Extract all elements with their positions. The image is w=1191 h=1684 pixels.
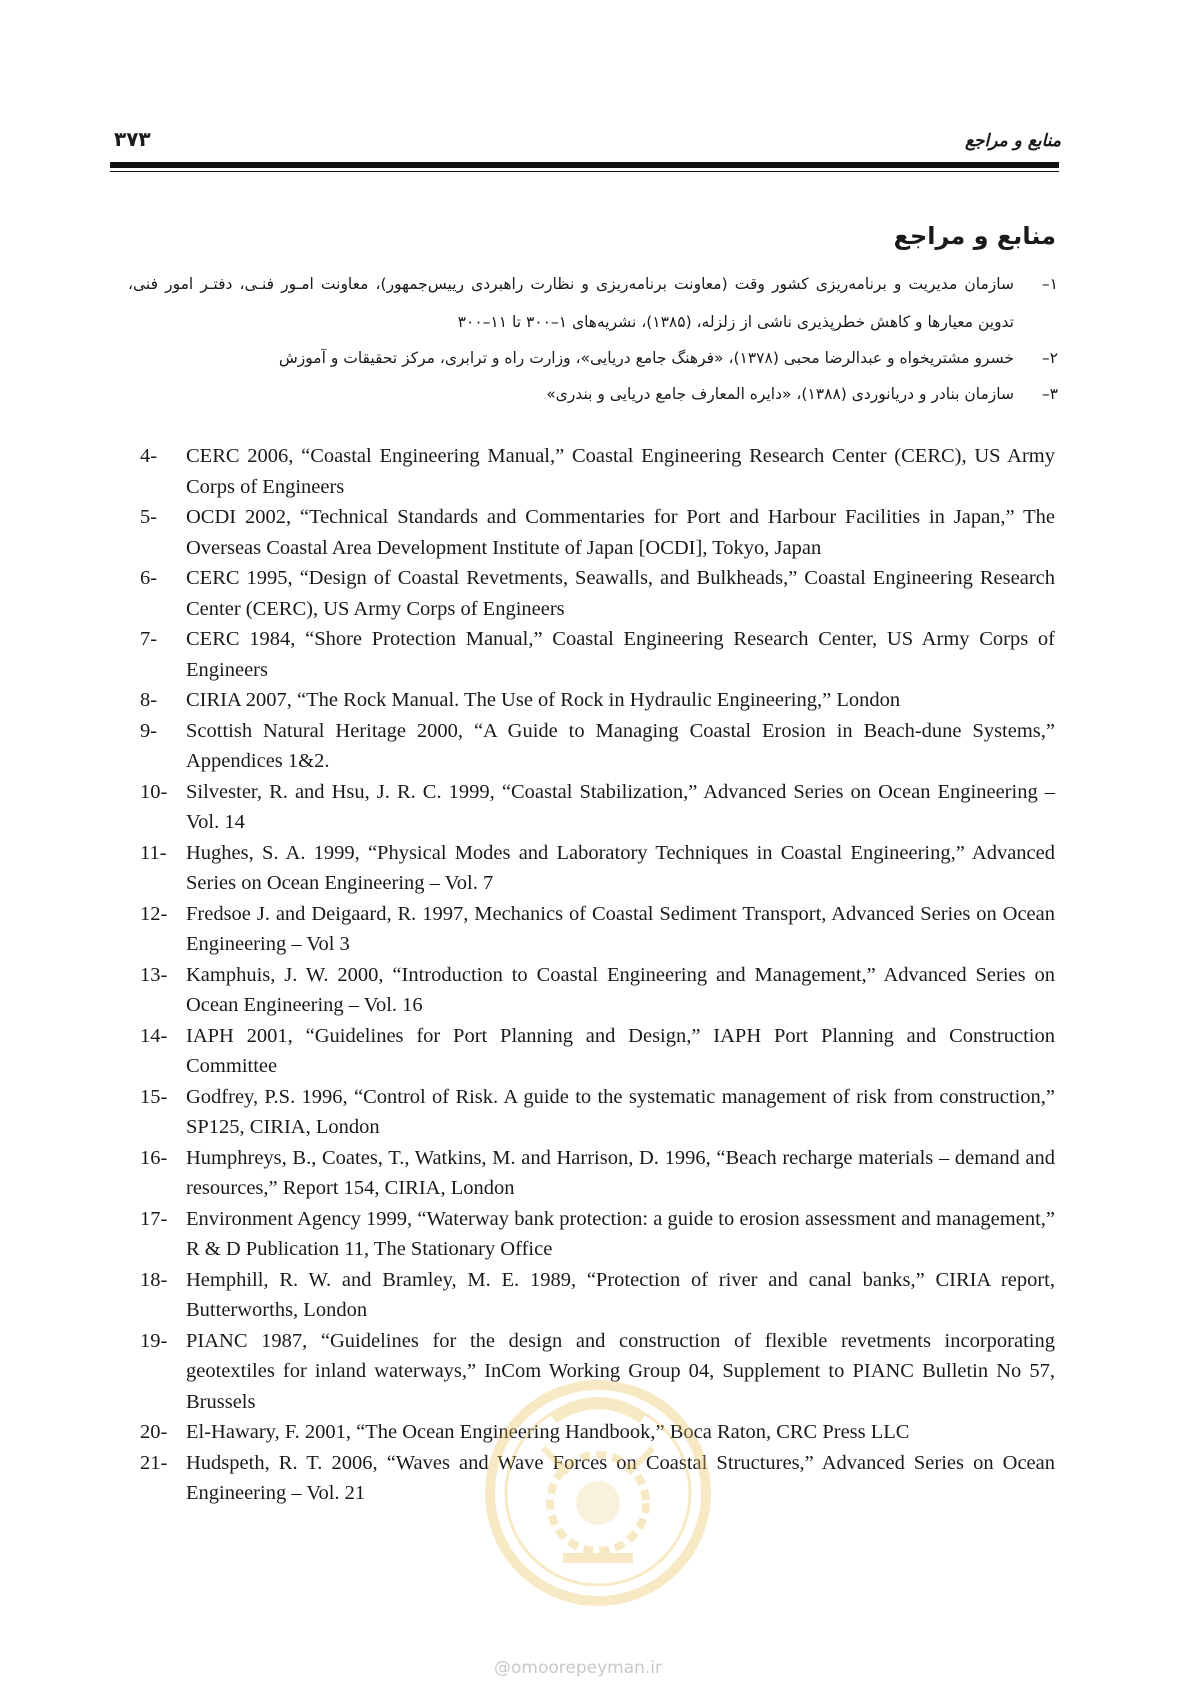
reference-text: CERC 1995, “Design of Coastal Revetments, Seawalls, and Bulkheads,” Coastal Engineering Research Center (CERC), US Army Corps of Engineers bbox=[186, 567, 1055, 620]
reference-number: 11- bbox=[140, 841, 167, 864]
list-item bbox=[140, 685, 1055, 716]
reference-text: Environment Agency 1999, “Waterway bank protection: a guide to erosion assessment and management,” R & D Publication 11, The Stationary Office bbox=[186, 1207, 1055, 1260]
list-item bbox=[140, 1143, 1055, 1204]
reference-text: CERC 1984, “Shore Protection Manual,” Coastal Engineering Research Center, US Army Corps of Engineers bbox=[186, 628, 1055, 681]
reference-text: CIRIA 2007, “The Rock Manual. The Use of Rock in Hydraulic Engineering,” London bbox=[186, 689, 901, 711]
english-reference-list bbox=[140, 441, 1055, 1509]
list-item bbox=[140, 899, 1055, 960]
reference-number: 4- bbox=[140, 445, 158, 467]
persian-reference-list bbox=[128, 275, 1058, 421]
reference-text: OCDI 2002, “Technical Standards and Commentaries for Port and Harbour Facilities in Japan,” The Overseas Coastal Area Development Institute of Japan [OCDI], Tokyo, Japan bbox=[186, 506, 1055, 559]
reference-text: Fredsoe J. and Deigaard, R. 1997, Mechanics of Coastal Sediment Transport, Advanced Series on Ocean Engineering – Vol 3 bbox=[186, 902, 1055, 955]
reference-text: Hudspeth, R. T. 2006, “Waves and Wave Forces on Coastal Structures,” Advanced Series on Ocean Engineering – Vol. 21 bbox=[186, 1451, 1055, 1504]
reference-text: Humphreys, B., Coates, T., Watkins, M. and Harrison, D. 1996, “Beach recharge materials – demand and resources,” Report 154, CIRIA, London bbox=[186, 1146, 1055, 1199]
list-item bbox=[140, 502, 1055, 563]
list-item bbox=[140, 563, 1055, 624]
reference-number: ۳– bbox=[1041, 385, 1058, 403]
reference-number: 18- bbox=[140, 1268, 168, 1291]
reference-text: Hughes, S. A. 1999, “Physical Modes and Laboratory Techniques in Coastal Engineering,” Advanced Series on Ocean Engineering – Vol. 7 bbox=[186, 841, 1055, 894]
reference-number: 21- bbox=[140, 1451, 168, 1474]
watermark-site-text: @omoorepeyman.ir bbox=[494, 1658, 663, 1678]
header-rule-thin bbox=[110, 171, 1059, 172]
reference-number: 14- bbox=[140, 1024, 168, 1047]
running-title: منابع و مراجع bbox=[964, 131, 1061, 151]
publisher-seal-icon bbox=[483, 1378, 713, 1608]
list-item bbox=[140, 624, 1055, 685]
reference-number: 9- bbox=[140, 719, 158, 742]
list-item bbox=[140, 1021, 1055, 1082]
reference-text: Godfrey, P.S. 1996, “Control of Risk. A guide to the systematic management of risk from construction,” SP125, CIRIA, London bbox=[186, 1085, 1055, 1138]
reference-text: PIANC 1987, “Guidelines for the design and construction of flexible revetments incorporating geotextiles for inland waterways,” InCom Working Group 04, Supplement to PIANC Bulletin No 57, Brussels bbox=[186, 1329, 1055, 1413]
list-item bbox=[140, 777, 1055, 838]
reference-number: ۲– bbox=[1041, 349, 1058, 367]
list-item bbox=[128, 349, 1058, 377]
reference-text: Kamphuis, J. W. 2000, “Introduction to Coastal Engineering and Management,” Advanced Series on Ocean Engineering – Vol. 16 bbox=[186, 963, 1055, 1016]
reference-number: 16- bbox=[140, 1146, 168, 1169]
reference-number: 6- bbox=[140, 567, 158, 589]
list-item bbox=[140, 1265, 1055, 1326]
reference-text: خسرو مشتریخواه و عبدالرضا محبی (۱۳۷۸)، «فرهنگ جامع دریایی»، وزارت راه و ترابری، مرکز تحقیقات و آموزش bbox=[278, 349, 1014, 367]
list-item bbox=[140, 1204, 1055, 1265]
reference-text: IAPH 2001, “Guidelines for Port Planning and Design,” IAPH Port Planning and Construction Committee bbox=[186, 1024, 1055, 1077]
page-number: ۳۷۳ bbox=[114, 127, 151, 151]
list-item bbox=[128, 275, 1058, 341]
reference-number: 10- bbox=[140, 780, 168, 803]
reference-number: 5- bbox=[140, 506, 158, 528]
list-item bbox=[140, 1082, 1055, 1143]
reference-number: 19- bbox=[140, 1329, 168, 1352]
reference-number: 7- bbox=[140, 628, 158, 650]
reference-text: سازمان بنادر و دریانوردی (۱۳۸۸)، «دایره المعارف جامع دریایی و بندری» bbox=[546, 385, 1014, 403]
reference-text: Hemphill, R. W. and Bramley, M. E. 1989, “Protection of river and canal banks,” CIRIA report, Butterworths, London bbox=[186, 1268, 1055, 1321]
list-item bbox=[140, 838, 1055, 899]
list-item bbox=[140, 716, 1055, 777]
reference-text: سازمان مدیریت و برنامه‌ریزی کشور وقت (معاونت برنامه‌ریزی و نظارت راهبردی رییس‌جمهور)، معاونت امـور فنـی، دفتـر امور فنی، تدوین معیارها و کاهش خطرپذیری ناشی از زلزله، (۱۳۸۵)، نشریه‌های ۱–۳۰۰ تا ۱۱–۳۰۰ bbox=[128, 275, 1014, 331]
reference-text: Silvester, R. and Hsu, J. R. C. 1999, “Coastal Stabilization,” Advanced Series on Ocean Engineering – Vol. 14 bbox=[186, 780, 1055, 833]
reference-text: CERC 2006, “Coastal Engineering Manual,” Coastal Engineering Research Center (CERC), US Army Corps of Engineers bbox=[186, 445, 1055, 498]
reference-number: 17- bbox=[140, 1207, 168, 1230]
header-rule-thick bbox=[110, 162, 1059, 168]
reference-number: 12- bbox=[140, 902, 168, 925]
reference-text: El-Hawary, F. 2001, “The Ocean Engineering Handbook,” Boca Raton, CRC Press LLC bbox=[186, 1421, 910, 1443]
reference-number: 15- bbox=[140, 1085, 168, 1108]
reference-text: Scottish Natural Heritage 2000, “A Guide to Managing Coastal Erosion in Beach-dune Systems,” Appendices 1&2. bbox=[186, 719, 1055, 772]
reference-number: ۱– bbox=[1041, 275, 1058, 293]
list-item bbox=[140, 441, 1055, 502]
section-title: منابع و مراجع bbox=[893, 222, 1056, 250]
reference-number: 13- bbox=[140, 963, 168, 986]
list-item bbox=[128, 385, 1058, 413]
reference-number: 20- bbox=[140, 1421, 168, 1443]
reference-number: 8- bbox=[140, 689, 158, 711]
list-item bbox=[140, 960, 1055, 1021]
